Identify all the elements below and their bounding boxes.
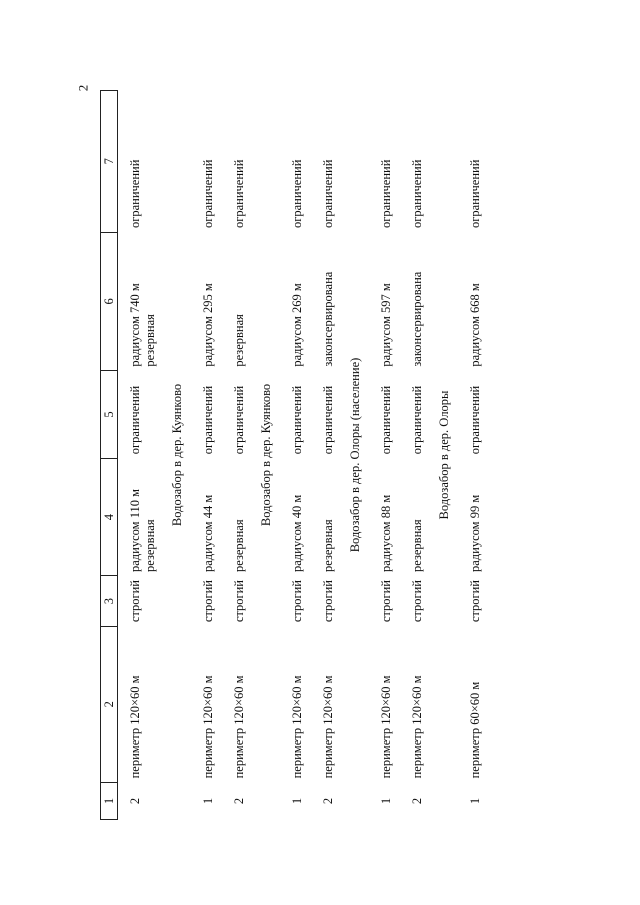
table-cell-col2: периметр 120×60 м bbox=[290, 675, 304, 779]
table-cell-col1: 1 bbox=[379, 797, 393, 805]
table-cell-col7: ограничений bbox=[379, 159, 393, 229]
table-cell-col2: периметр 120×60 м bbox=[410, 675, 424, 779]
table-cell-col6: радиусом 597 м bbox=[379, 283, 393, 367]
rotated-table-container bbox=[100, 90, 500, 820]
table-cell-col6: радиусом 668 м bbox=[468, 283, 482, 367]
table-cell-col1: 2 bbox=[321, 797, 335, 805]
table-cell-col3: строгий bbox=[201, 580, 215, 623]
table-cell-col1: 2 bbox=[410, 797, 424, 805]
table-cell-col2: периметр 120×60 м bbox=[379, 675, 393, 779]
table-cell-col2: периметр 120×60 м bbox=[232, 675, 246, 779]
table-cell-col7: ограничений bbox=[201, 159, 215, 229]
column-header: 1 bbox=[101, 782, 118, 819]
table-cell-col7: ограничений bbox=[128, 159, 142, 229]
section-row bbox=[342, 91, 369, 820]
table-cell-col4: радиусом 44 м bbox=[201, 494, 215, 572]
table-cell-col3: строгий bbox=[410, 580, 424, 623]
table-cell-col1: 2 bbox=[232, 797, 246, 805]
table-cell-col2: периметр 120×60 м bbox=[128, 675, 142, 779]
table-cell-col2: периметр 120×60 м bbox=[201, 675, 215, 779]
column-header: 3 bbox=[101, 576, 118, 626]
table-cell-col5: ограничений bbox=[321, 385, 335, 455]
section-title: Водозабор в дер. Олоры (население) bbox=[348, 357, 362, 553]
table-cell-col3: строгий bbox=[232, 580, 246, 623]
table-cell-col7: ограничений bbox=[321, 159, 335, 229]
table-row bbox=[311, 91, 342, 820]
table-row bbox=[369, 91, 400, 820]
table-cell-col7: ограничений bbox=[232, 159, 246, 229]
table-cell-col5: ограничений bbox=[290, 385, 304, 455]
table-cell-col4: резервная bbox=[321, 519, 335, 572]
table-cell-col4: радиусом 99 м bbox=[468, 494, 482, 572]
table-cell-col3: строгий bbox=[290, 580, 304, 623]
table-cell-col2: периметр 60×60 м bbox=[468, 681, 482, 779]
column-header: 5 bbox=[101, 371, 118, 459]
table-row bbox=[400, 91, 431, 820]
table-cell-col5: ограничений bbox=[410, 385, 424, 455]
table-cell-col7: ограничений bbox=[410, 159, 424, 229]
table-cell-col3: строгий bbox=[128, 580, 142, 623]
table-row bbox=[458, 91, 489, 820]
section-title: Водозабор в дер. Куянково bbox=[259, 383, 273, 527]
table-cell-col3: строгий bbox=[379, 580, 393, 623]
section-row bbox=[164, 91, 191, 820]
column-header: 7 bbox=[101, 91, 118, 233]
section-row bbox=[253, 91, 280, 820]
table-cell-col4: резервная bbox=[410, 519, 424, 572]
table-cell-col5: ограничений bbox=[379, 385, 393, 455]
table-cell-col2: периметр 120×60 м bbox=[321, 675, 335, 779]
table-cell-col4: резервная bbox=[232, 519, 246, 572]
table-cell-col3: строгий bbox=[468, 580, 482, 623]
table-cell-col5: ограничений bbox=[232, 385, 246, 455]
table-cell-col5: ограничений bbox=[201, 385, 215, 455]
table-cell-col6: радиусом 269 м bbox=[290, 283, 304, 367]
table-cell-col1: 1 bbox=[201, 797, 215, 805]
table-row bbox=[191, 91, 222, 820]
section-title: Водозабор в дер. Куянково bbox=[170, 383, 184, 527]
table-cell-col1: 2 bbox=[128, 797, 142, 805]
table-row bbox=[280, 91, 311, 820]
table-cell-col4: радиусом 88 м bbox=[379, 494, 393, 572]
zone-table bbox=[100, 90, 489, 820]
column-header: 4 bbox=[101, 458, 118, 576]
table-body bbox=[118, 91, 490, 820]
table-cell-col6: радиусом 740 м резервная bbox=[128, 283, 157, 367]
table-header-row bbox=[101, 91, 118, 820]
table-cell-col6: резервная bbox=[232, 314, 246, 367]
table-row bbox=[222, 91, 253, 820]
table-cell-col5: ограничений bbox=[128, 385, 142, 455]
page-number: 2 bbox=[75, 84, 91, 92]
section-title: Водозабор в дер. Олоры bbox=[437, 390, 451, 520]
table-row bbox=[118, 91, 165, 820]
table-cell-col6: законсервирована bbox=[321, 271, 335, 367]
table-cell-col1: 1 bbox=[468, 797, 482, 805]
column-header: 2 bbox=[101, 626, 118, 782]
table-cell-col3: строгий bbox=[321, 580, 335, 623]
table-cell-col4: радиусом 110 м резервная bbox=[128, 488, 157, 572]
table-cell-col7: ограничений bbox=[468, 159, 482, 229]
table-cell-col4: радиусом 40 м bbox=[290, 494, 304, 572]
table-cell-col6: законсервирована bbox=[410, 271, 424, 367]
table-cell-col1: 1 bbox=[290, 797, 304, 805]
table-cell-col5: ограничений bbox=[468, 385, 482, 455]
table-cell-col6: радиусом 295 м bbox=[201, 283, 215, 367]
column-header: 6 bbox=[101, 232, 118, 371]
section-row bbox=[431, 91, 458, 820]
table-cell-col7: ограничений bbox=[290, 159, 304, 229]
